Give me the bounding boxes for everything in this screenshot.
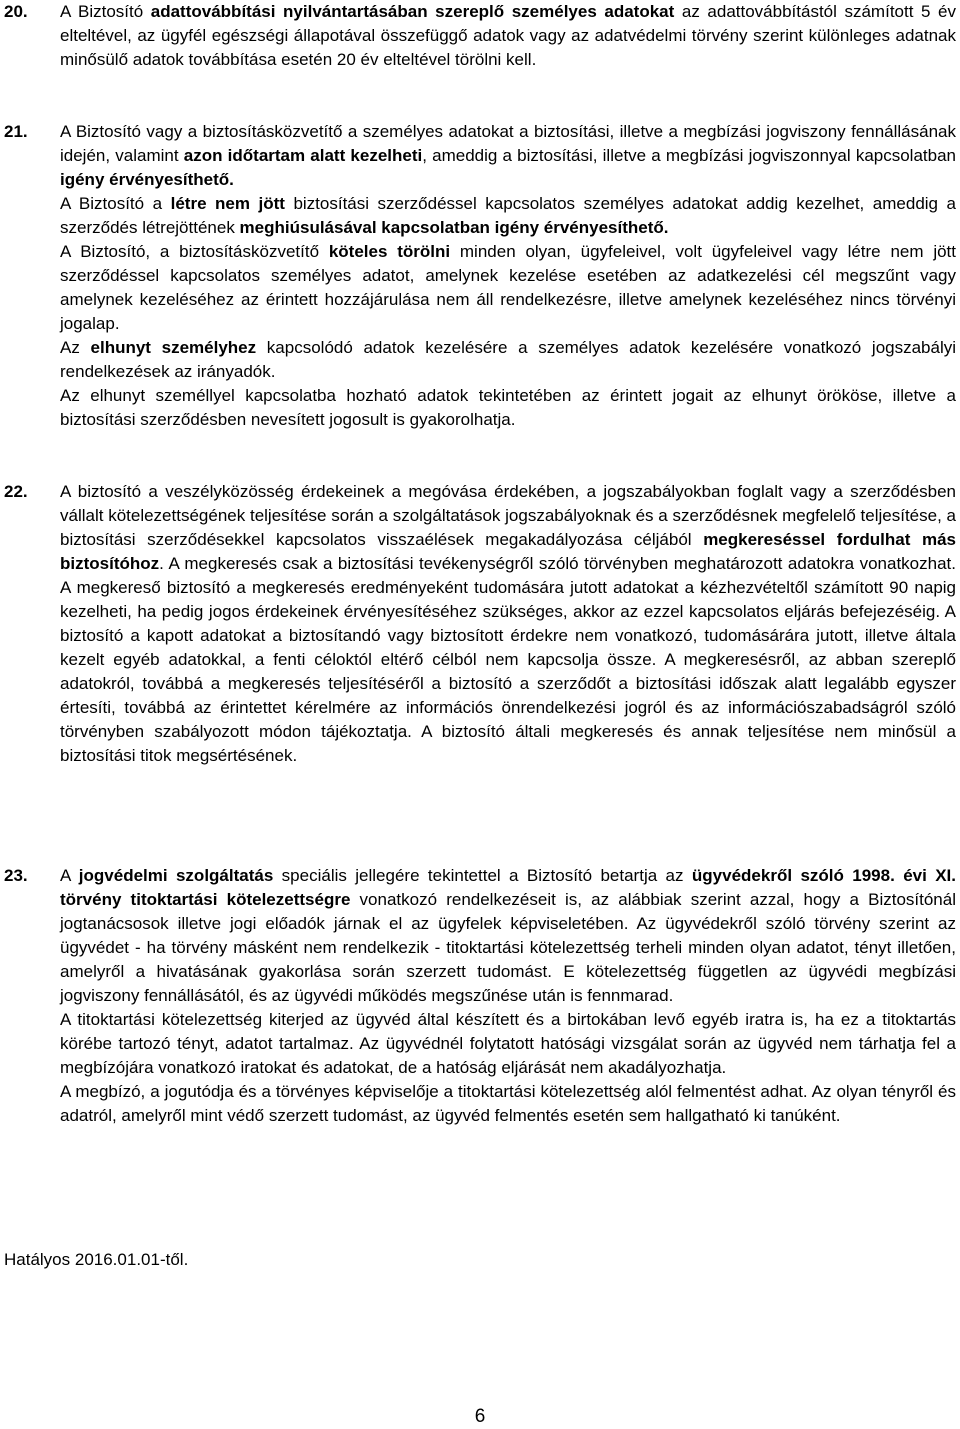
item-body (60, 120, 956, 432)
item-number: 21. (4, 122, 28, 141)
bold-text-run: létre nem jött (170, 194, 285, 213)
section-item-20 (4, 0, 956, 72)
section-item-23 (4, 864, 956, 1128)
section-item-21 (4, 120, 956, 432)
text-run: A biztosító a veszélyközösség érdekeinek a megóvása érdekében, a jogszabályokban foglalt vagy a szerződésben vállalt kötelezettségének teljesítése során a szolgáltatások jogszabályoknak és a szerződésnek megfelelő teljesítése, a biztosítási szerződésekkel kapcsolatos visszaélések megakadályozása céljából (60, 482, 956, 549)
bold-text-run: köteles törölni (328, 242, 451, 261)
bold-text-run: meghiúsulásával kapcsolatban igény érvényesíthető. (239, 218, 669, 237)
item-number: 23. (4, 866, 28, 885)
bold-text-run: jogvédelmi szolgáltatás (78, 866, 274, 885)
paragraph (60, 120, 956, 192)
paragraph (60, 1008, 956, 1080)
paragraph (60, 1080, 956, 1128)
paragraph (60, 864, 956, 1008)
bold-text-run: azon időtartam alatt kezelheti (183, 146, 423, 165)
text-run: minden olyan, ügyfeleivel, volt ügyfeleivel vagy létre nem jött szerződéssel kapcsolatos személyes adatot, amelynek kezelése esetében az adatkezelési cél megszűnt vagy amelynek kezeléséhez az érintett hozzájárulása nem áll rendelkezésre, illetve amelynek kezeléséhez nincs törvényi jogalap. (60, 242, 956, 333)
bold-text-run: ügyvédekről szóló 1998. évi XI. törvény titoktartási kötelezettségre (60, 866, 956, 909)
item-body (60, 0, 956, 72)
item-body (60, 864, 956, 1128)
text-run: vonatkozó rendelkezéseit is, az alábbiak szerint azzal, hogy a Biztosítónál jogtanácsosok illetve jogi előadók járnak el az ügyfelek képviseletében. Az ügyvédekről szóló törvény szerint az ügyvédet - ha törvény másként nem rendelkezik - titoktartási kötelezettség terheli minden olyan adatot, tényt illetően, amelyről a hivatásának gyakorlása során szerzett tudomást. E kötelezettség független az ügyvédi megbízási jogviszony fennállásától, és az ügyvédi működés megszűnése után is fennmarad. (60, 890, 956, 1005)
paragraph (60, 0, 956, 72)
text-run: A Biztosító a (60, 194, 171, 213)
text-run: az adattovábbítástól számított 5 év elteltével, az ügyfél egészségi állapotával összefüggő adatok vagy az adatvédelmi törvény szerint különleges adatnak minősülő adatok továbbítása esetén 20 év elteltével törölni kell. (60, 2, 957, 69)
text-run: Az (60, 338, 91, 357)
page-number: 6 (474, 1406, 486, 1427)
text-run: , ameddig a biztosítási, illetve a megbízási jogviszonnyal kapcsolatban (422, 146, 957, 165)
paragraph (60, 480, 956, 768)
text-run: A (60, 866, 79, 885)
text-run: A Biztosító, a biztosításközvetítő (60, 242, 329, 261)
effective-date-note: Hatályos 2016.01.01-től. (4, 1250, 189, 1269)
item-number: 20. (4, 2, 28, 21)
paragraph (60, 336, 956, 384)
item-number: 22. (4, 482, 28, 501)
text-run: speciális jellegére tekintettel a Biztosító betartja az (273, 866, 692, 885)
bold-text-run: adattovábbítási nyilvántartásában szereplő személyes adatokat (150, 2, 675, 21)
paragraph (60, 384, 956, 432)
text-run: A Biztosító vagy a biztosításközvetítő a személyes adatokat a biztosítási, illetve a megbízási jogviszony fennállásának idején, valamint (60, 122, 956, 165)
section-item-22 (4, 480, 956, 768)
text-run: A titoktartási kötelezettség kiterjed az ügyvéd által készített és a birtokában levő egyéb iratra is, ha ez a titoktartás körébe tartozó tényt, adatot tartalmaz. Az ügyvédnél folytatott hatósági vizsgálat során az ügyvéd nem tárhatja fel a megbízójára vonatkozó iratokat és adatokat, de a hatóság eljárását nem akadályozhatja. (60, 1010, 956, 1077)
text-run: . A megkeresés csak a biztosítási tevékenységről szóló törvényben meghatározott adatokra vonatkozhat. A megkereső biztosító a megkeresés eredményeként tudomására jutott adatokat a kézhezvételtől számított 90 napig kezelheti, ha pedig jogos érdekeinek érvényesítéséhez szükséges, akkor az ezzel kapcsolatos eljárás befejezéséig. A biztosító a kapott adatokat a biztosítandó vagy biztosított érdekre nem vonatkozó, tudomásárára jutott, illetve általa kezelt egyéb adatokkal, a fenti céloktól eltérő célból nem kapcsolja össze. A megkeresésről, az abban szereplő adatokról, továbbá a megkeresés teljesítéséről a biztosító a szerződőt a biztosítási időszak alatt legalább egyszer értesíti, továbbá az érintettet kérelmére az információs önrendelkezési jogról és az információszabadságról szóló törvényben szabályozott módon tájékoztatja. A biztosító általi megkeresés és annak teljesítése nem minősül a biztosítási titok megsértésének. (60, 554, 956, 765)
text-run: Az elhunyt személlyel kapcsolatba hozható adatok tekintetében az érintett jogait az elhunyt örököse, illetve a biztosítási szerződésben nevesített jogosult is gyakorolhatja. (60, 386, 956, 429)
text-run: A Biztosító (60, 2, 151, 21)
paragraph (60, 240, 956, 336)
bold-text-run: elhunyt személyhez (90, 338, 257, 357)
paragraph (60, 192, 956, 240)
bold-text-run: igény érvényesíthető. (60, 170, 234, 189)
bold-text-run: megkereséssel fordulhat más biztosítóhoz (60, 530, 956, 573)
text-run: biztosítási szerződéssel kapcsolatos személyes adatokat addig kezelhet, ameddig a szerződés létrejöttének (60, 194, 956, 237)
item-body (60, 480, 956, 768)
text-run: A megbízó, a jogutódja és a törvényes képviselője a titoktartási kötelezettség alól felmentést adhat. Az olyan tényről és adatról, amelyről mint védő szerzett tudomást, az ügyvéd felmentés esetén sem hallgatható ki tanúként. (60, 1082, 956, 1125)
text-run: kapcsolódó adatok kezelésére a személyes adatok kezelésére vonatkozó jogszabályi rendelkezések az irányadók. (60, 338, 957, 381)
